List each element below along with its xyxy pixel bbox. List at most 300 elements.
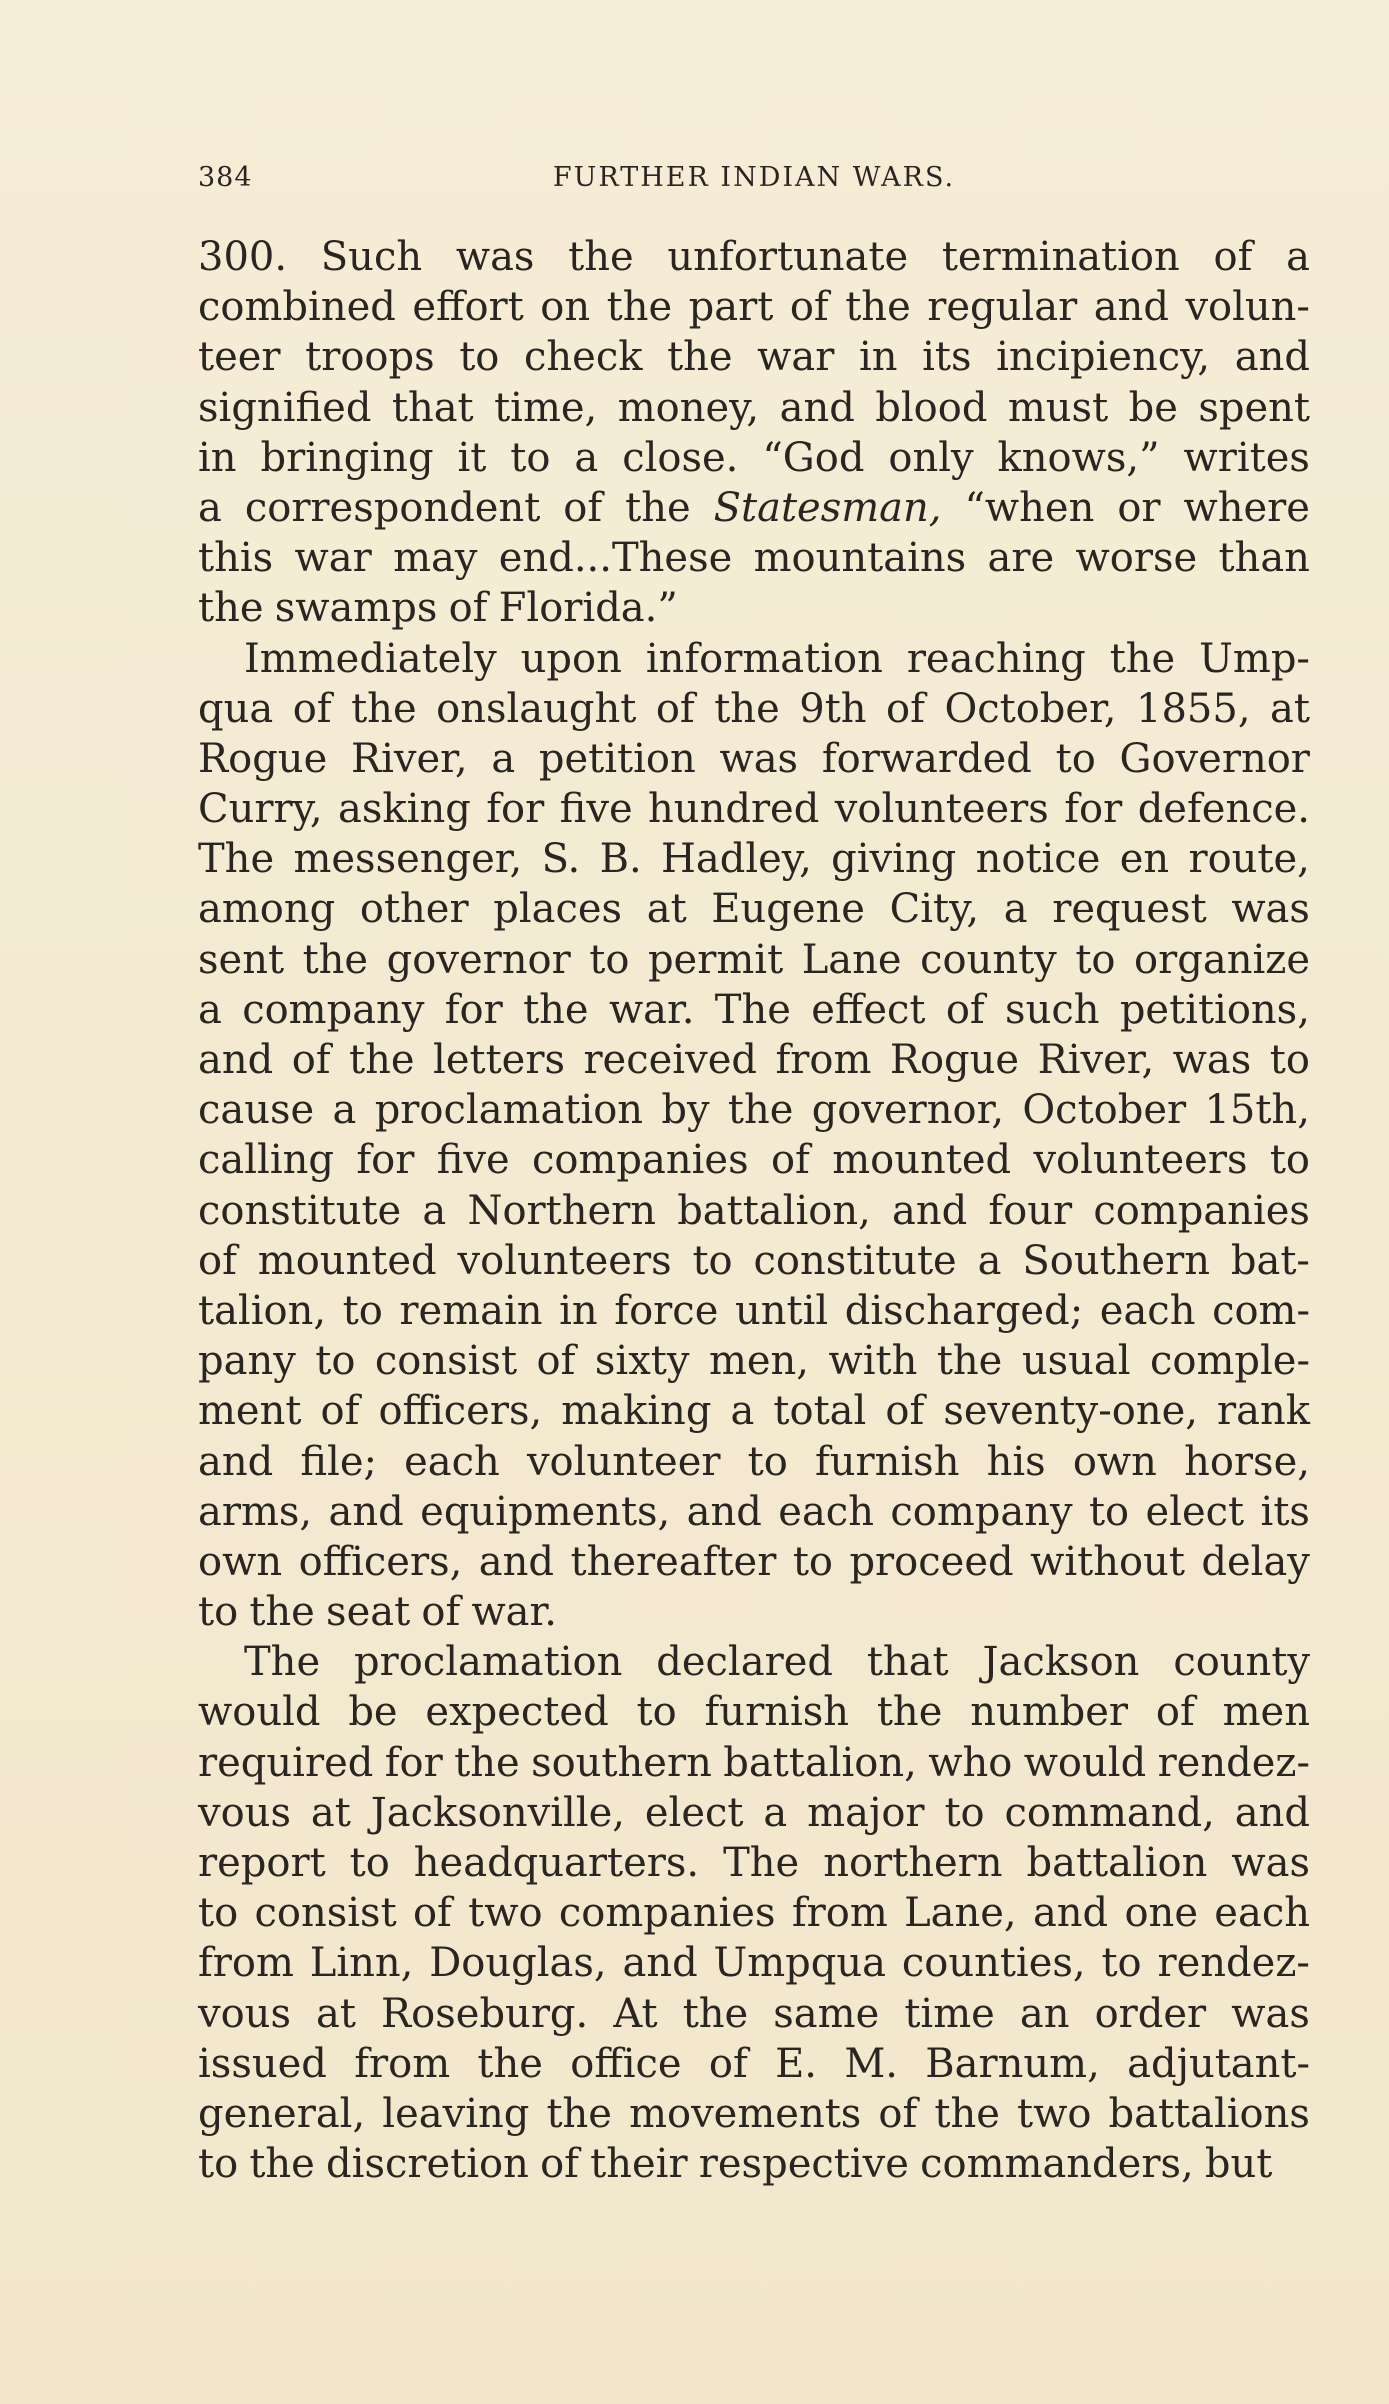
- word: and: [1093, 284, 1169, 331]
- word: furnish: [704, 1689, 850, 1736]
- text-line: [198, 834, 1310, 884]
- word: The: [244, 1639, 321, 1686]
- word: effect: [811, 986, 926, 1033]
- word: letters: [433, 1037, 565, 1083]
- word: but: [1204, 2141, 1273, 2188]
- word: four: [988, 1187, 1073, 1234]
- word: was: [719, 735, 799, 782]
- word: comple-: [1149, 1338, 1310, 1385]
- word: a: [422, 1187, 447, 1234]
- word: the: [454, 1739, 520, 1786]
- word: northern: [823, 1840, 1003, 1886]
- word: notice: [975, 836, 1101, 883]
- word: of: [320, 1388, 360, 1435]
- word: organize: [1134, 936, 1310, 983]
- word: regular: [927, 284, 1078, 331]
- word: war.: [608, 986, 695, 1033]
- text-line: [198, 935, 1310, 985]
- word: command,: [1004, 1789, 1215, 1836]
- word: of: [412, 1890, 452, 1937]
- word: to: [692, 1237, 733, 1284]
- word: making: [561, 1388, 712, 1435]
- word: their: [590, 2141, 688, 2188]
- word: in: [858, 334, 898, 381]
- word: counties,: [901, 1940, 1086, 1987]
- word: Southern: [1022, 1237, 1210, 1284]
- word: of: [1155, 1689, 1195, 1736]
- word: and: [478, 1538, 555, 1585]
- word: a: [1003, 886, 1028, 933]
- word: Florida.”: [498, 585, 678, 632]
- word: to: [1055, 735, 1096, 782]
- word: writes: [1183, 434, 1310, 481]
- text-line: [198, 1888, 1310, 1938]
- word: men: [1222, 1689, 1310, 1736]
- word: from: [791, 1890, 888, 1937]
- word: October: [1022, 1087, 1187, 1134]
- text-line: [198, 1838, 1310, 1888]
- word: com-: [1212, 1287, 1310, 1334]
- word: a: [1286, 234, 1310, 280]
- word: Linn,: [309, 1940, 414, 1987]
- word: Barnum,: [925, 2040, 1100, 2087]
- word: companies: [1093, 1187, 1310, 1234]
- word: the: [606, 284, 673, 331]
- running-title: FURTHER INDIAN WARS.: [552, 162, 956, 193]
- text-line: [198, 1035, 1310, 1085]
- word: declared: [656, 1639, 833, 1686]
- text-line: [198, 533, 1310, 583]
- word: own: [198, 1538, 283, 1585]
- word: other: [359, 886, 469, 933]
- word: to: [342, 1287, 383, 1334]
- word: report: [198, 1840, 326, 1886]
- word: arms,: [198, 1488, 313, 1535]
- text-line: [198, 1437, 1310, 1487]
- word: messenger,: [293, 836, 523, 883]
- word: reaching: [906, 635, 1086, 682]
- word: by: [661, 1087, 710, 1134]
- word: delay: [1201, 1538, 1310, 1585]
- word: and: [1234, 334, 1310, 381]
- word: for: [356, 1137, 415, 1184]
- word: a: [763, 1789, 788, 1836]
- word: same: [773, 1990, 880, 2037]
- word: proceed: [849, 1538, 1014, 1585]
- word: received: [583, 1037, 757, 1083]
- text-line: [198, 232, 1310, 282]
- text-line: [198, 1587, 1310, 1637]
- word: the: [249, 1589, 315, 1636]
- word: the: [727, 1087, 794, 1134]
- word: and: [891, 1187, 968, 1234]
- word: expected: [425, 1689, 609, 1736]
- word: the: [682, 1990, 749, 2037]
- word: would: [198, 1689, 321, 1736]
- text-line: [198, 1637, 1310, 1687]
- word: money,: [617, 384, 760, 431]
- text-line: [198, 1788, 1310, 1838]
- word: knows,”: [997, 434, 1160, 481]
- word: was: [1172, 1037, 1252, 1083]
- text-line: [198, 1738, 1310, 1788]
- word: this: [198, 535, 274, 582]
- word: petitions,: [1119, 986, 1310, 1033]
- word: to: [198, 1589, 239, 1636]
- word: worse: [1075, 535, 1198, 582]
- word: E.: [775, 2040, 818, 2087]
- word: The: [714, 986, 791, 1033]
- word: at: [646, 886, 687, 933]
- word: “when: [964, 484, 1095, 531]
- word: than: [1218, 535, 1310, 582]
- word: M.: [844, 2040, 898, 2087]
- word: total: [773, 1388, 867, 1435]
- word: its: [922, 334, 972, 381]
- word: the: [876, 1689, 943, 1736]
- text-line: [198, 282, 1310, 332]
- word: to: [636, 1689, 677, 1736]
- word: each: [404, 1438, 500, 1485]
- word: of: [448, 585, 488, 632]
- word: request: [1052, 886, 1207, 933]
- word: a: [574, 434, 599, 481]
- word: spent: [1198, 384, 1310, 431]
- word: may: [393, 535, 478, 582]
- word: defence.: [1137, 786, 1310, 833]
- word: an: [1019, 1990, 1070, 2037]
- word: the: [714, 685, 780, 732]
- word: company: [890, 1488, 1073, 1535]
- word: of: [198, 1237, 237, 1284]
- word: companies: [532, 1137, 749, 1184]
- word: war.: [471, 1589, 557, 1636]
- word: The: [198, 836, 275, 883]
- word: rendez-: [1157, 1940, 1310, 1987]
- text-line: [198, 583, 1310, 633]
- word: permit: [647, 936, 784, 983]
- word: elect: [644, 1789, 744, 1836]
- word: men,: [708, 1338, 810, 1385]
- word: on: [540, 284, 591, 331]
- word: giving: [831, 836, 957, 883]
- word: vous: [198, 1789, 291, 1836]
- word: from: [354, 2040, 451, 2087]
- word: order: [1094, 1990, 1207, 2037]
- text-line: [198, 1989, 1310, 2039]
- word: each: [1214, 1890, 1310, 1937]
- word: movements: [629, 2090, 862, 2137]
- word: Curry,: [198, 786, 323, 833]
- word: upon: [520, 635, 622, 682]
- word: time: [904, 1990, 995, 2037]
- word: constitute: [753, 1237, 957, 1284]
- word: of: [536, 1338, 576, 1385]
- word: consist: [254, 1890, 397, 1937]
- word: talion,: [198, 1287, 327, 1334]
- word: battalion,: [723, 1739, 917, 1786]
- word: Lane,: [904, 1890, 1017, 1937]
- word: a: [730, 1388, 755, 1435]
- word: to: [1269, 1137, 1310, 1184]
- word: companies: [558, 1890, 776, 1937]
- word: each: [1099, 1287, 1196, 1334]
- word: effort: [412, 284, 524, 331]
- word: are: [987, 535, 1055, 582]
- word: to: [747, 1438, 788, 1485]
- word: was: [455, 234, 535, 280]
- word: volun-: [1185, 284, 1310, 331]
- word: of: [945, 986, 985, 1033]
- text-line: [198, 784, 1310, 834]
- word: River,: [1037, 1037, 1155, 1083]
- word: unfortunate: [667, 234, 909, 280]
- word: the: [351, 685, 417, 732]
- word: from: [775, 1037, 872, 1083]
- word: to: [510, 434, 551, 481]
- word: Governor: [1119, 735, 1310, 782]
- word: constitute: [198, 1187, 402, 1234]
- word: of: [291, 1037, 331, 1083]
- word: petition: [538, 735, 696, 782]
- word: rank: [1217, 1388, 1310, 1435]
- word: was: [1231, 1990, 1310, 2037]
- word: Jackson: [982, 1639, 1140, 1686]
- text-line: [198, 884, 1310, 934]
- word: 300.: [198, 234, 288, 280]
- text-line: [198, 1537, 1310, 1587]
- page-header: [198, 162, 1310, 202]
- word: the: [546, 2090, 612, 2137]
- word: discharged;: [844, 1287, 1084, 1334]
- word: forwarded: [821, 735, 1032, 782]
- word: office: [570, 2040, 682, 2087]
- word: the: [302, 936, 369, 983]
- word: correspondent: [244, 484, 541, 531]
- word: City,: [889, 886, 980, 933]
- word: the: [198, 585, 264, 632]
- word: of: [1213, 234, 1253, 280]
- text-line: [198, 1135, 1310, 1185]
- word: S.: [541, 836, 581, 883]
- word: usual: [1021, 1338, 1131, 1385]
- word: with: [828, 1338, 918, 1385]
- word: of: [292, 685, 332, 732]
- word: commanders,: [920, 2141, 1194, 2188]
- word: sixty: [594, 1338, 690, 1385]
- word: county: [920, 936, 1057, 983]
- word: Umpqua: [713, 1940, 886, 1987]
- word: company: [242, 986, 425, 1033]
- word: proclamation: [374, 1087, 644, 1134]
- word: combined: [198, 284, 396, 331]
- word: at: [310, 1789, 351, 1836]
- word: consist: [374, 1338, 518, 1385]
- word: be: [348, 1689, 398, 1736]
- word: time,: [494, 384, 598, 431]
- text-line: [198, 1687, 1310, 1737]
- word: until: [734, 1287, 829, 1334]
- word: that: [391, 384, 474, 431]
- word: force: [614, 1287, 719, 1334]
- word: two: [1017, 2090, 1092, 2137]
- word: required: [198, 1739, 374, 1786]
- word: proclamation: [354, 1639, 623, 1686]
- word: in: [198, 434, 237, 481]
- word: that: [866, 1639, 949, 1686]
- word: battalion: [1026, 1840, 1208, 1886]
- text-line: [198, 1386, 1310, 1436]
- word: the: [625, 484, 691, 531]
- word: a: [332, 1087, 357, 1134]
- text-line: [198, 433, 1310, 483]
- word: headquarters.: [413, 1840, 700, 1886]
- word: of: [563, 484, 603, 531]
- word: hundred: [648, 786, 820, 833]
- word: calling: [198, 1137, 334, 1184]
- word: battalion,: [677, 1187, 871, 1234]
- word: and: [1032, 1890, 1109, 1937]
- word: termination: [941, 234, 1180, 280]
- word: teer: [198, 334, 281, 381]
- word: asking: [338, 786, 471, 833]
- word: incipiency,: [996, 334, 1211, 381]
- word: of: [708, 2040, 748, 2087]
- word: and: [686, 1488, 762, 1535]
- word: Ump-: [1199, 635, 1310, 682]
- word: would: [1023, 1739, 1147, 1786]
- text-line: [198, 1085, 1310, 1135]
- word: Such: [320, 234, 423, 280]
- word: a: [977, 1237, 1002, 1284]
- word: of: [886, 685, 925, 732]
- word: volunteers: [834, 786, 1049, 833]
- word: Douglas,: [429, 1940, 607, 1987]
- word: Eugene: [711, 886, 865, 933]
- word: one: [1124, 1890, 1198, 1937]
- word: was: [1231, 886, 1310, 933]
- word: and: [198, 1438, 274, 1485]
- word: and: [328, 1488, 404, 1535]
- word: without: [1030, 1538, 1185, 1585]
- word: troops: [305, 334, 435, 381]
- word: Lane: [801, 936, 902, 983]
- word: issued: [198, 2040, 327, 2087]
- word: of: [878, 2090, 918, 2137]
- word: part: [688, 284, 774, 331]
- word: signified: [198, 384, 372, 431]
- word: furnish: [814, 1438, 960, 1485]
- word: the: [936, 1338, 1003, 1385]
- word: for: [486, 786, 545, 833]
- text-line: [198, 1487, 1310, 1537]
- body-text: [198, 232, 1310, 2189]
- word: Hadley,: [661, 836, 812, 883]
- word: volunteers: [1033, 1137, 1248, 1184]
- word: leaving: [382, 2090, 530, 2137]
- word: southern: [531, 1739, 712, 1786]
- page-number: 384: [198, 162, 253, 193]
- word: October,: [944, 685, 1117, 732]
- word: mounted: [832, 1137, 1012, 1184]
- text-line: [198, 2039, 1310, 2089]
- word: war: [757, 334, 835, 381]
- word: his: [986, 1438, 1046, 1485]
- word: officers,: [378, 1388, 543, 1435]
- word: cause: [198, 1087, 315, 1134]
- word: or: [1117, 484, 1161, 531]
- word: to: [1269, 1037, 1310, 1083]
- word: battalions: [1108, 2090, 1310, 2137]
- word: of: [655, 685, 695, 732]
- word: 15th,: [1204, 1087, 1310, 1134]
- word: a: [491, 735, 516, 782]
- word: to: [1075, 936, 1116, 983]
- paragraph: [198, 634, 1310, 1638]
- word: swamps: [274, 585, 438, 632]
- word: be: [1128, 384, 1178, 431]
- word: county: [1173, 1639, 1310, 1686]
- paragraph: [198, 1637, 1310, 2189]
- word: 9th: [799, 685, 867, 732]
- word: a: [198, 986, 222, 1033]
- text-line: [198, 2139, 1310, 2189]
- word: equipments,: [420, 1488, 671, 1535]
- word: the: [934, 2090, 1000, 2137]
- text-line: [198, 684, 1310, 734]
- word: for: [384, 1739, 443, 1786]
- word: major: [807, 1789, 925, 1836]
- word: to: [349, 1840, 390, 1886]
- word: in: [559, 1287, 598, 1334]
- word: 1855,: [1136, 685, 1251, 732]
- word: remain: [399, 1287, 543, 1334]
- text-line: [198, 1186, 1310, 1236]
- word: end...These: [498, 535, 733, 582]
- text-line: [198, 1286, 1310, 1336]
- word: for: [444, 986, 503, 1033]
- word: where: [1183, 484, 1310, 531]
- word: Northern: [467, 1187, 657, 1234]
- word: check: [523, 334, 643, 381]
- word: to: [944, 1789, 985, 1836]
- word: the: [568, 234, 634, 280]
- word: and: [779, 384, 855, 431]
- word: B.: [599, 836, 642, 883]
- word: rendez-: [1157, 1739, 1310, 1786]
- word: en: [1119, 836, 1170, 883]
- word: places: [493, 886, 623, 933]
- word: onslaught: [436, 685, 637, 732]
- word: the: [845, 284, 911, 331]
- word: close.: [622, 434, 739, 481]
- word: vous: [198, 1990, 291, 2037]
- word: Immediately: [244, 635, 497, 682]
- word: who: [928, 1739, 1013, 1786]
- text-line: [198, 1236, 1310, 1286]
- text-line: [198, 483, 1310, 533]
- word: adjutant-: [1127, 2040, 1310, 2087]
- word: its: [1260, 1488, 1310, 1535]
- word: mounted: [257, 1237, 437, 1284]
- word: two: [468, 1890, 543, 1937]
- word: and: [1234, 1789, 1310, 1836]
- word: route,: [1188, 836, 1310, 883]
- text-line: [198, 332, 1310, 382]
- word: Statesman,: [713, 484, 942, 531]
- word: each: [778, 1488, 874, 1535]
- word: discretion: [326, 2141, 529, 2188]
